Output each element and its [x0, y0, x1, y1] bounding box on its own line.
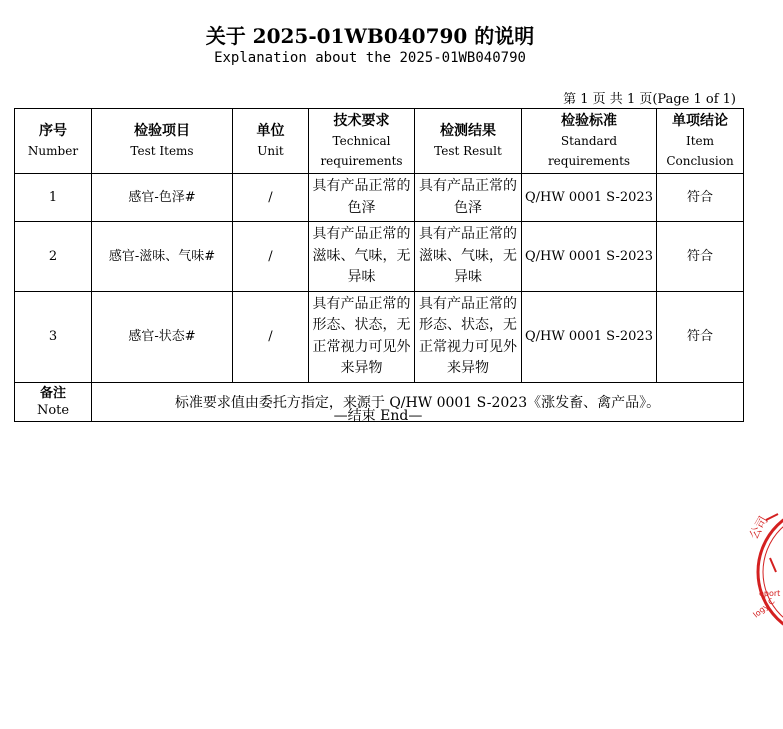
header-technical-requirements [309, 109, 415, 174]
header-standard-cn: 检验标准 [561, 113, 617, 129]
page-info: 第 1 页 共 1 页(Page 1 of 1) [563, 92, 736, 107]
svg-text:公司: 公司 [746, 513, 771, 542]
row-number: 3 [15, 291, 92, 382]
note-label-cn: 备注 [39, 385, 66, 401]
row-conclusion: 符合 [657, 291, 744, 382]
table-row [15, 174, 744, 222]
row-number: 2 [15, 222, 92, 292]
svg-text:logy C: logy C [751, 596, 777, 620]
row-test-item: 感官-状态# [92, 291, 233, 382]
header-item-conclusion-en: Item Conclusion [666, 134, 734, 168]
svg-text:eport: eport [759, 589, 781, 598]
header-number-en: Number [27, 144, 79, 158]
header-number [15, 109, 92, 174]
header-test-result-cn: 检测结果 [440, 123, 496, 139]
header-standard [522, 109, 657, 174]
header-item-conclusion-cn: 单项结论 [672, 113, 728, 129]
header-number-cn: 序号 [39, 123, 67, 139]
header-unit [233, 109, 309, 174]
header-test-result [415, 109, 522, 174]
table-row [15, 222, 744, 292]
document-title-en: Explanation about the 2025-01WB040790 [214, 50, 526, 66]
table-header-row [15, 109, 744, 174]
row-result: 具有产品正常的形态、状态，无正常视力可见外来异物 [415, 291, 522, 382]
row-test-item: 感官-色泽# [92, 174, 233, 222]
row-unit: / [233, 174, 309, 222]
row-number: 1 [15, 174, 92, 222]
header-test-items [92, 109, 233, 174]
seal-icon [732, 500, 783, 640]
table-row [15, 291, 744, 382]
row-result: 具有产品正常的色泽 [415, 174, 522, 222]
header-standard-en: Standard requirements [547, 134, 631, 168]
row-requirement: 具有产品正常的色泽 [309, 174, 415, 222]
note-text: 标准要求值由委托方指定，来源于 Q/HW 0001 S-2023《涨发畜、禽产品》。 [92, 382, 744, 421]
header-technical-requirements-en: Technical requirements [320, 134, 403, 168]
row-unit: / [233, 222, 309, 292]
header-unit-cn: 单位 [256, 123, 285, 139]
row-conclusion: 符合 [657, 222, 744, 292]
row-requirement: 具有产品正常的滋味、气味，无异味 [309, 222, 415, 292]
row-requirement: 具有产品正常的形态、状态，无正常视力可见外来异物 [309, 291, 415, 382]
row-standard: Q/HW 0001 S-2023 [522, 174, 657, 222]
row-standard: Q/HW 0001 S-2023 [522, 222, 657, 292]
row-conclusion: 符合 [657, 174, 744, 222]
row-test-item: 感官-滋味、气味# [92, 222, 233, 292]
row-unit: / [233, 291, 309, 382]
row-standard: Q/HW 0001 S-2023 [522, 291, 657, 382]
header-technical-requirements-cn: 技术要求 [333, 113, 390, 129]
note-label-en: Note [36, 402, 70, 418]
company-seal [732, 500, 783, 640]
results-table [14, 108, 744, 422]
row-result: 具有产品正常的滋味、气味，无异味 [415, 222, 522, 292]
header-test-result-en: Test Result [434, 144, 502, 158]
document-title-cn: 关于 2025-01WB040790 的说明 [205, 24, 535, 48]
header-item-conclusion [657, 109, 744, 174]
header-unit-en: Unit [257, 144, 284, 158]
end-marker: —结束 End— [333, 408, 423, 424]
header-test-items-en: Test Items [130, 144, 194, 158]
header-test-items-cn: 检验项目 [134, 123, 190, 139]
